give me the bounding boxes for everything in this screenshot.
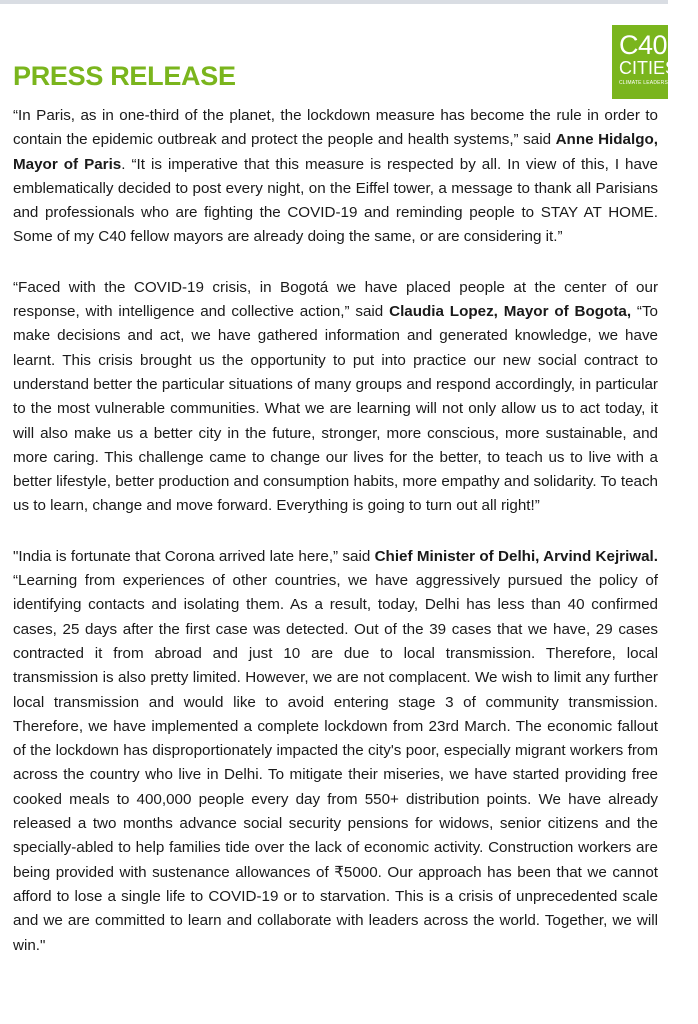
paragraph-text: "India is fortunate that Corona arrived late here,” said (13, 547, 375, 565)
speaker-name: Anne Hidalgo, Mayor of Paris (13, 131, 658, 173)
paragraph-text: “To make decisions and act, we have gathered information and generated knowledge, we have learnt. This crisis brought us the opportunity to put into practice our new social contract to understand better the particular situations of many groups and respond accordingly, in particular to the most vulnerable communities. What we are learning will not only allow us to act today, it will also make us a better city in the future, stronger, more conscious, more sustainable, and more caring. This challenge came to change our lives for the better, to teach us to live with a better lifestyle, better production and consumption habits, more empathy and solidarity. To teach us to learn, change and move forward. Everything is going to turn out all right!” (13, 303, 658, 515)
logo-wordmark: C40 (619, 30, 668, 60)
speaker-name: Claudia Lopez, Mayor of Bogota, (389, 303, 632, 321)
paragraph-delhi (13, 545, 658, 958)
paragraph-text: “Learning from experiences of other countries, we have aggressively pursued the policy of identifying contacts and isolating them. As a result, today, Delhi has less than 40 confirmed cases, 25 days after the first case was detected. Out of the 39 cases that we have, 29 cases contracted it from abroad and just 10 are due to local transmission. Therefore, local transmission is also pretty limited. However, we are not complacent. We wish to limit any further local transmission and would like to avoid entering stage 3 of community transmission. Therefore, we have implemented a complete lockdown from 23rd March. The economic fallout of the lockdown has disproportionately impacted the city's poor, especially migrant workers from across the country who live in Delhi. To mitigate their miseries, we have started providing free cooked meals to 400,000 people every day from 550+ distribution points. We have already released a two months advance social security pensions for widows, senior citizens and the specially-abled to help families tide over the lack of economic activity. Construction workers are being provided with sustenance allowances of ₹5000. Our approach has been that we cannot afford to lose a single life to COVID-19 or to starvation. This is a crisis of unprecedented scale and we are committed to learn and collaborate with leaders across the world. Together, we will win." (13, 572, 658, 954)
paragraph-bogota (13, 276, 658, 519)
press-release-body (13, 104, 658, 984)
page-title: PRESS RELEASE (13, 61, 236, 91)
paragraph-text: “In Paris, as in one-third of the planet, the lockdown measure has become the rule in order to contain the epidemic outbreak and protect the people and health systems,” said (13, 107, 658, 149)
logo-tagline: CLIMATE LEADERSHIP GROUP (619, 80, 698, 86)
paragraph-paris (13, 104, 658, 250)
top-divider (0, 0, 668, 4)
speaker-name: Chief Minister of Delhi, Arvind Kejriwal. (374, 547, 659, 565)
logo-subtitle: CITIES (619, 58, 678, 78)
paragraph-text: . “It is imperative that this measure is respected by all. In view of this, I have emblematically decided to post every night, on the Eiffel tower, a message to thank all Parisians and professionals who are fighting the COVID-19 and reminding people to STAY AT HOME. Some of my C40 fellow mayors are already doing the same, or are considering it.” (13, 155, 658, 246)
c40-cities-logo (612, 25, 698, 99)
paragraph-text: “Faced with the COVID-19 crisis, in Bogotá we have placed people at the center of our response, with intelligence and collective action,” said (13, 278, 658, 321)
